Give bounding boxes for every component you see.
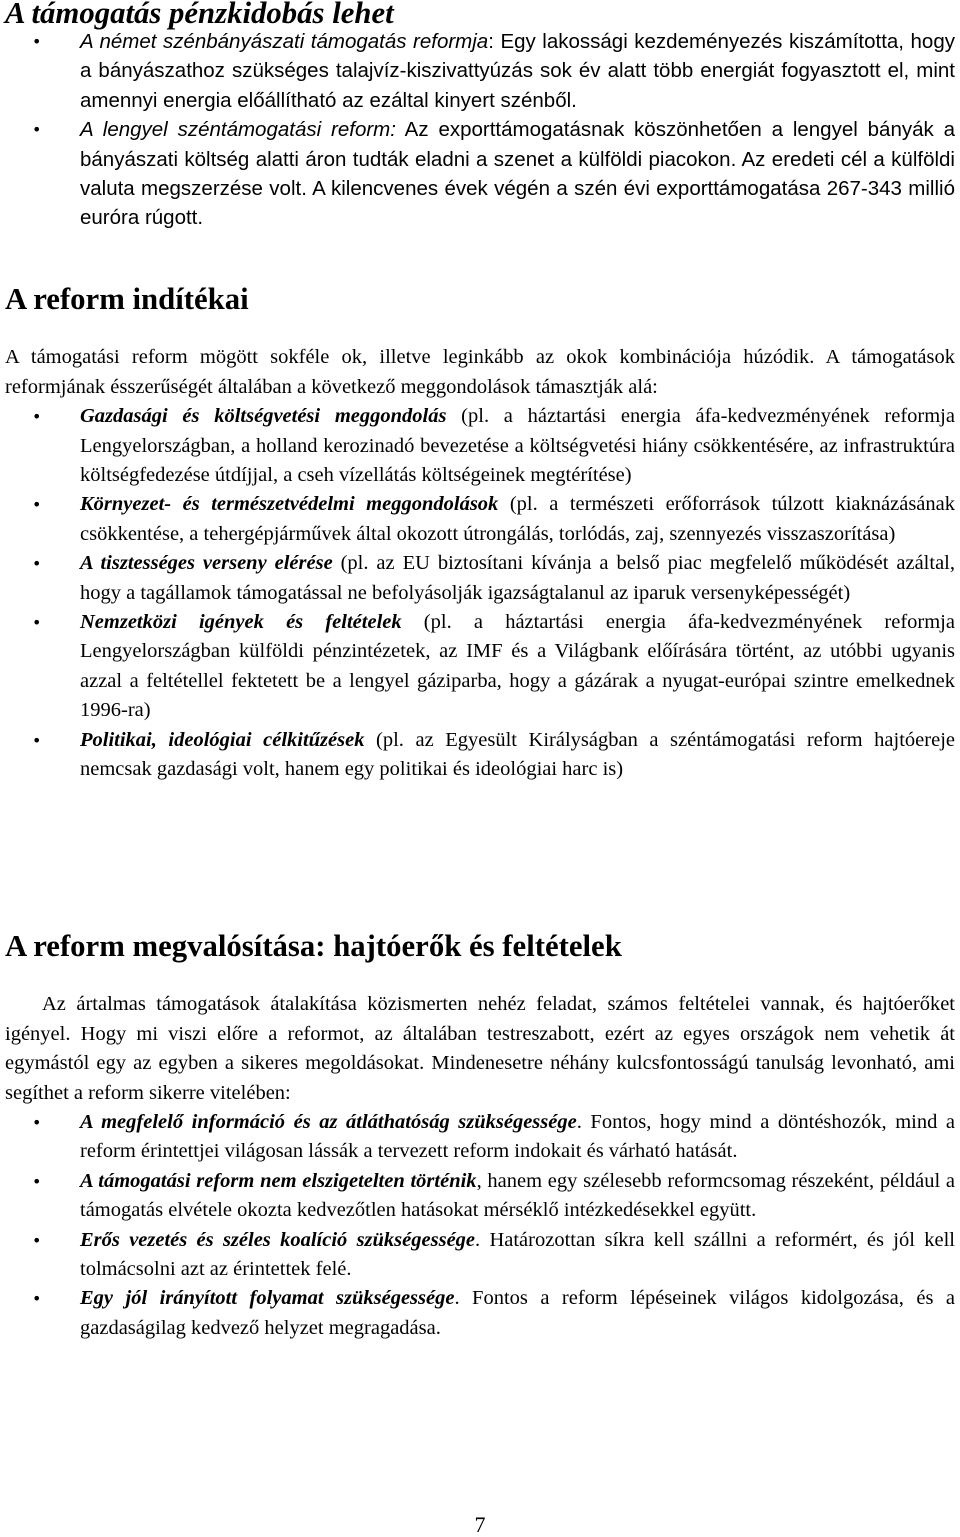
list-item — [5, 1284, 955, 1343]
section-intro: Az ártalmas támogatások átalakítása közismerten nehéz feladat, számos feltételei vannak, és hajtóerőket igényel. Hogy mi viszi előre a reformot, az általában testreszabott, ezért az egyes országok nem vehetik át egymástól egy az egyben a sikeres megoldásokat. Mindenesetre néhány kulcsfontosságú tanulság levonható, ami segíthet a reform sikerre vitelében: — [5, 993, 955, 1104]
list-item-lead: A támogatási reform nem elszigetelten történik — [80, 1169, 477, 1192]
list-item-lead: Környezet- és természetvédelmi meggondolások — [80, 493, 499, 516]
list-item — [5, 490, 955, 549]
section-heading: A támogatás pénzkidobás lehet — [5, 0, 394, 30]
list-item-text: . Fontos, hogy mind a döntéshozók, mind a reform érintettjei világosan lássák a tervezett reform indokait és várható hatását. — [80, 1111, 955, 1163]
section-heading: A reform megvalósítása: hajtóerők és feltételek — [5, 929, 622, 963]
list-item-text: Az exporttámogatásnak köszönhetően a lengyel bányák a bányászati költség alatti áron tudták eladni a szenet a külföldi piacokon. Az eredeti cél a külföldi valuta megszerzése volt. A kilencvenes évek végén a szén évi exporttámogatása 267-343 millió euróra rúgott. — [80, 118, 956, 230]
list-item-text: , hanem egy szélesebb reformcsomag részeként, például a támogatás elvétele okozta kedvezőtlen hatásokat mérséklő intézkedésekkel együtt. — [80, 1169, 955, 1222]
list-item-text: . Fontos a reform lépéseinek világos kidolgozása, és a gazdaságilag kedvező helyzet megragadása. — [80, 1287, 955, 1339]
list-item-text: (pl. a természeti erőforrások túlzott kiaknázásának csökkentése, a tehergépjárművek által okozott útrongálás, torlódás, zaj, szennyezés visszaszorítása) — [80, 493, 955, 545]
list-item — [5, 402, 955, 490]
list-item — [5, 608, 955, 726]
list-item — [5, 549, 955, 608]
list-item-text: . Határozottan síkra kell szállni a reformért, és jól kell tolmácsolni azt az érintettek felé. — [80, 1228, 955, 1281]
list-item — [5, 726, 955, 785]
example-list — [5, 27, 955, 233]
list-item-lead: Politikai, ideológiai célkitűzések — [80, 728, 365, 751]
list-item-lead: Egy jól irányított folyamat szükségessége — [80, 1287, 455, 1310]
section-heading: A reform indítékai — [5, 282, 249, 316]
list-item — [5, 1108, 955, 1167]
list-item-lead: A megfelelő információ és az átláthatóság szükségessége — [80, 1111, 577, 1134]
list-item-text: (pl. az EU biztosítani kívánja a belső piac megfelelő működését azáltal, hogy a tagállamok támogatással ne befolyásolják igazságtalanul az iparuk versenyképességét) — [80, 552, 955, 604]
section-reform-implementation — [5, 929, 955, 1343]
list-item — [5, 27, 955, 115]
list-item-text: (pl. az Egyesült Királyságban a széntámogatási reform hajtóereje nemcsak gazdasági volt, hanem egy politikai és ideológiai harc is) — [80, 728, 955, 781]
list-item-lead: Gazdasági és költségvetési meggondolás — [80, 405, 447, 428]
list-item — [5, 115, 955, 233]
list-item — [5, 1226, 955, 1285]
list-item-text: : Egy lakossági kezdeményezés kiszámította, hogy a bányászathoz szükséges talajvíz-kiszivattyúzás sok év alatt több energiát fogyasztott el, mint amennyi energia előállítható az ezáltal kinyert szénből. — [80, 30, 955, 112]
section-subsidy-waste — [5, 0, 955, 233]
list-item-lead: A tisztességes verseny elérése — [80, 552, 333, 575]
section-reform-motives — [5, 282, 955, 785]
section-intro: A támogatási reform mögött sokféle ok, illetve leginkább az okok kombinációja húzódik. A támogatások reformjának ésszerűségét általában a következő meggondolások támasztják alá: — [5, 346, 955, 398]
list-item-lead: Nemzetközi igények és feltételek — [80, 611, 402, 634]
list-item-lead: Erős vezetés és széles koalíció szükségessége — [80, 1228, 476, 1251]
page-number: 7 — [474, 1512, 486, 1537]
list-item-lead: A lengyel széntámogatási reform: — [80, 118, 396, 142]
motive-list — [5, 402, 955, 784]
list-item-text: (pl. a háztartási energia áfa-kedvezményének reformja Lengyelországban külföldi pénzintézetek, az IMF és a Világbank előírására történt, az utóbbi ugyanis azzal a feltétellel fektetett be a lengyel gáziparba, hogy a gázárak a nyugat-európai szintre emelkednek 1996-ra) — [80, 611, 955, 722]
list-item-text: (pl. a háztartási energia áfa-kedvezményének reformja Lengyelországban, a holland kerozinadó bevezetése a költségvetési hiány csökkentésére, az infrastruktúra költségfedezése útdíjjal, a cseh vízellátás költségeinek megtérítése) — [80, 405, 955, 487]
list-item-lead: A német szénbányászati támogatás reformja — [80, 30, 489, 53]
lessons-list — [5, 1108, 955, 1343]
list-item — [5, 1167, 955, 1226]
